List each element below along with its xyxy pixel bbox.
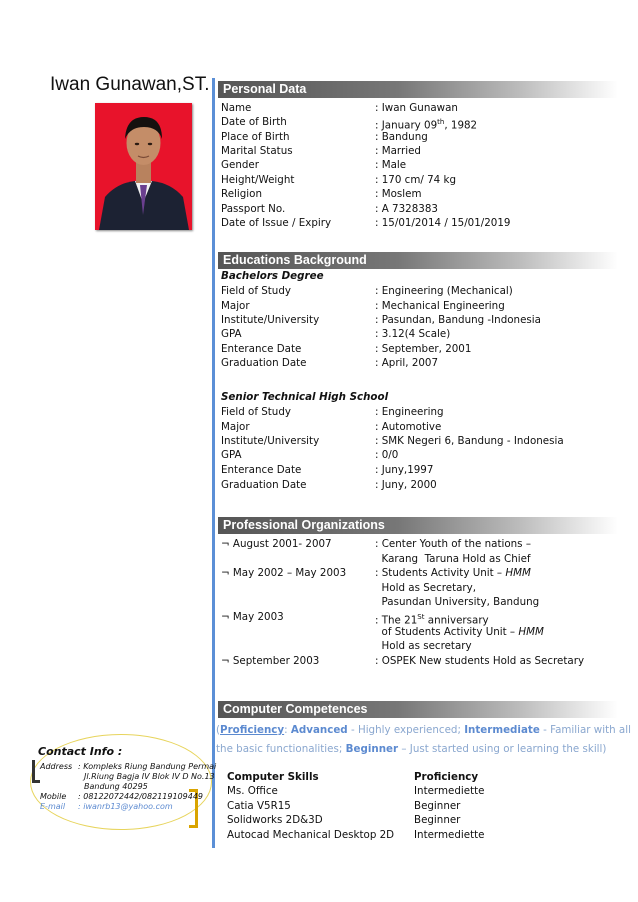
skill-proficiency: Intermediette (414, 785, 485, 797)
proficiency-legend-line1 (216, 724, 631, 736)
org-date: ¬ August 2001- 2007 (221, 538, 332, 550)
row-value-suffix: , 1982 (444, 119, 478, 132)
row-label: GPA (221, 449, 242, 461)
row-label: Passport No. (221, 203, 286, 215)
row-value: : Pasundan, Bandung -Indonesia (375, 314, 541, 326)
legend-beginner: Beginner (345, 743, 399, 755)
row-label: Institute/University (221, 314, 320, 326)
row-label: Place of Birth (221, 131, 290, 143)
row-value: : Engineering (Mechanical) (375, 285, 513, 297)
legend-advanced-desc: - Highly experienced; (347, 724, 465, 736)
address-line-3: Bandung 40295 (84, 782, 148, 791)
row-label: GPA (221, 328, 242, 340)
row-label: Enterance Date (221, 464, 302, 476)
row-label: Graduation Date (221, 479, 307, 491)
row-value: : Iwan Gunawan (375, 102, 458, 114)
row-label: Field of Study (221, 406, 291, 418)
row-label: Major (221, 300, 250, 312)
legend-beginner-desc: – Just started using or learning the skill) (398, 743, 607, 755)
skills-column-header: Computer Skills (227, 771, 319, 783)
org-description-line: : The 21St anniversary (375, 613, 489, 627)
legend-advanced: Advanced (290, 724, 348, 736)
skill-name: Solidworks 2D&3D (227, 814, 323, 826)
row-value: : 3.12(4 Scale) (375, 328, 451, 340)
skill-proficiency: Beginner (414, 814, 461, 826)
legend-intermediate: Intermediate (464, 724, 540, 736)
skill-name: Catia V5R15 (227, 799, 291, 812)
mobile-label: Mobile (40, 792, 67, 801)
skill-name: Ms. Office (227, 785, 278, 797)
org-description-line: of Students Activity Unit – HMM (375, 625, 544, 638)
vertical-accent-line (212, 78, 215, 848)
row-label: Marital Status (221, 145, 293, 157)
bachelor-heading: Bachelors Degree (221, 270, 324, 282)
row-value: : Bandung (375, 131, 428, 143)
row-value: : Juny, 2000 (375, 479, 437, 491)
left-bracket-decoration (32, 760, 40, 783)
org-description-line: Pasundan University, Bandung (375, 596, 540, 608)
legend-intermediate-desc: - Familiar with all (539, 724, 631, 736)
org-date: ¬ May 2002 – May 2003 (221, 567, 347, 579)
row-label: Height/Weight (221, 174, 295, 186)
skill-name: Autocad Mechanical Desktop 2D (227, 828, 395, 841)
row-value: : Mechanical Engineering (375, 300, 505, 312)
row-label: Date of Birth (221, 116, 287, 128)
row-value: : Moslem (375, 188, 422, 200)
skill-proficiency: Beginner (414, 799, 461, 812)
proficiency-legend-line2 (216, 743, 606, 755)
proficiency-column-header: Proficiency (414, 771, 479, 783)
personal-data-header: Personal Data (218, 81, 618, 98)
row-value: : 0/0 (375, 449, 399, 461)
mobile-number: : 08122072442/082119109449 (78, 792, 203, 801)
legend-line2-start: the basic functionalities; (216, 743, 346, 755)
organizations-header: Professional Organizations (218, 517, 618, 534)
row-value: : Married (375, 145, 421, 157)
email-label: E-mail (40, 802, 66, 811)
row-value: : September, 2001 (375, 343, 472, 355)
org-description-line: Karang Taruna Hold as Chief (375, 552, 531, 565)
address-line-1: : Kompleks Riung Bandung Permai (78, 762, 217, 771)
row-label: Institute/University (221, 435, 320, 447)
row-value: : Engineering (375, 406, 444, 418)
row-value: : 170 cm/ 74 kg (375, 174, 456, 186)
row-value: : SMK Negeri 6, Bandung - Indonesia (375, 435, 564, 447)
legend-open: ( (216, 724, 221, 736)
legend-colon: : (284, 724, 291, 736)
legend-proficiency: Proficiency (220, 724, 285, 736)
row-value: : 15/01/2014 / 15/01/2019 (375, 217, 511, 229)
person-photo-icon (95, 103, 192, 230)
org-description-line: : Students Activity Unit – HMM (375, 567, 531, 579)
skill-proficiency: Intermediette (414, 828, 485, 841)
address-line-2: Jl.Riung Bagja IV Blok IV D No.13 (84, 772, 215, 781)
org-description-line: Hold as Secretary, (375, 581, 477, 594)
row-value: : Automotive (375, 421, 442, 433)
row-label: Field of Study (221, 285, 291, 297)
row-label: Name (221, 102, 252, 114)
org-description-line: : Center Youth of the nations – (375, 538, 531, 550)
row-label: Major (221, 421, 250, 433)
row-value: : A 7328383 (375, 203, 438, 215)
email-address[interactable]: : iwanrb13@yahoo.com (78, 802, 173, 811)
row-label: Religion (221, 188, 262, 200)
highschool-heading: Senior Technical High School (221, 391, 389, 403)
row-label: Date of Issue / Expiry (221, 217, 332, 229)
computer-header: Computer Competences (218, 701, 618, 718)
row-value: : Male (375, 159, 407, 171)
row-label: Graduation Date (221, 357, 307, 369)
profile-photo (95, 103, 192, 230)
row-label: Enterance Date (221, 343, 302, 355)
row-value: : Juny,1997 (375, 464, 434, 476)
education-header: Educations Background (218, 252, 618, 269)
row-label: Gender (221, 159, 259, 171)
address-label: Address (40, 762, 73, 771)
candidate-name: Iwan Gunawan,ST. (50, 74, 210, 95)
row-value-sup: th (437, 118, 445, 126)
org-date: ¬ May 2003 (221, 611, 284, 623)
org-description-line: : OSPEK New students Hold as Secretary (375, 655, 585, 667)
row-value-text: : January 09 (375, 119, 438, 132)
org-description-line: Hold as secretary (375, 640, 472, 652)
org-date: ¬ September 2003 (221, 655, 320, 667)
contact-title: Contact Info : (38, 745, 123, 758)
row-value: : April, 2007 (375, 357, 439, 369)
